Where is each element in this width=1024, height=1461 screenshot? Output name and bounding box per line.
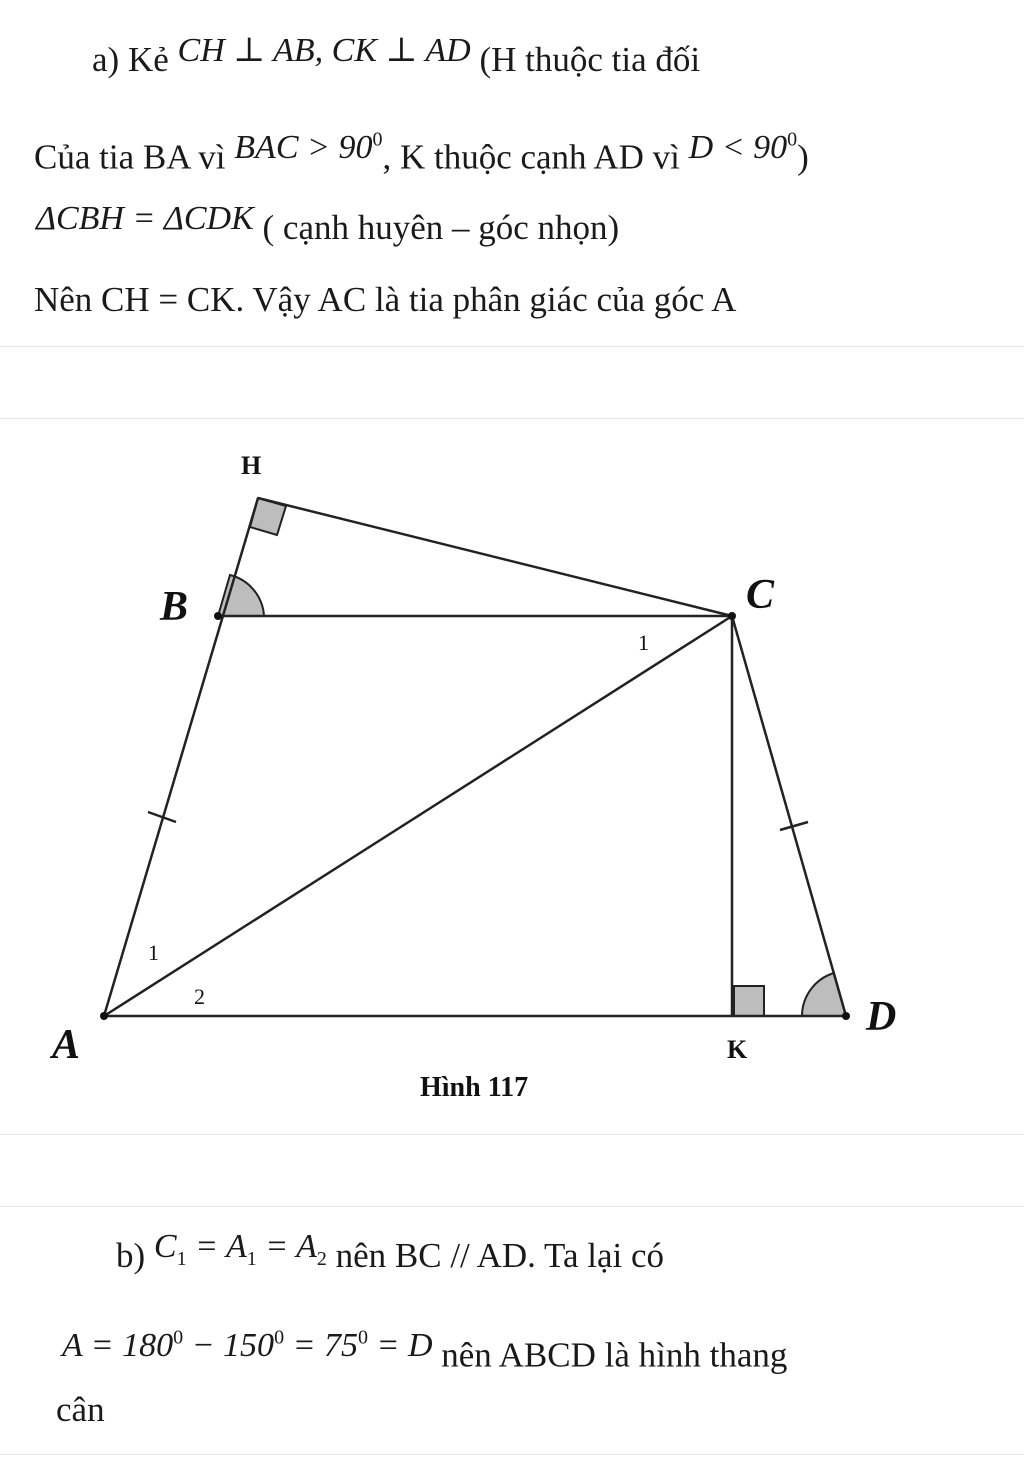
angle-label-c1: 1 [638, 630, 649, 655]
segment-ac [104, 616, 732, 1016]
math-c-sub: 1 [176, 1247, 187, 1270]
math-a2-sub: 2 [316, 1247, 327, 1270]
part-a-line-2 [34, 128, 809, 180]
part-a-line-2-suffix: ) [797, 137, 809, 177]
part-b-line-1 [116, 1228, 664, 1291]
point-d [842, 1012, 850, 1020]
part-a-line-2-math2-base: D < 90 [688, 129, 788, 167]
math-m2: − 150 [183, 1327, 275, 1365]
math-a1: A [225, 1228, 247, 1265]
math-m4: = D [368, 1327, 433, 1365]
divider-top [0, 346, 1024, 347]
segment-cd [732, 616, 846, 1016]
point-a [100, 1012, 108, 1020]
math-m1: A = 180 [62, 1327, 174, 1365]
figure-caption: Hình 117 [420, 1072, 529, 1103]
label-d: D [866, 994, 897, 1040]
part-b-line-1-math [153, 1228, 327, 1270]
angle-label-a1: 1 [148, 940, 159, 965]
label-c: C [746, 572, 775, 618]
part-b-line-3: cân [56, 1390, 105, 1429]
part-a-line-2-middle: , K thuộc cạnh AD vì [382, 137, 680, 177]
math-a1-sub: 1 [246, 1247, 257, 1270]
part-b-line-2 [62, 1326, 787, 1378]
part-a-line-4: Nên CH = CK. Vậy AC là tia phân giác của góc A [34, 280, 737, 319]
part-b-line-2-math [62, 1327, 433, 1364]
part-a-line-2-math [234, 129, 382, 166]
part-a-line-1-prefix: a) Kẻ [92, 40, 169, 79]
right-angle-mark-k [734, 986, 764, 1016]
part-b-line-2-suffix: nên ABCD là hình thang [441, 1335, 788, 1375]
part-a-line-2-math-sup: 0 [372, 129, 383, 151]
segment-hc [258, 498, 732, 616]
divider-part-b-top [0, 1206, 1024, 1207]
math-c: C [153, 1228, 177, 1265]
part-a-line-2-math2 [689, 129, 798, 166]
math-eq2: = [256, 1228, 297, 1265]
geometry-figure [0, 420, 1024, 1120]
part-a-line-2-math-base: BAC > 90 [234, 129, 373, 167]
part-b-line-1-suffix: nên BC // AD. Ta lại có [335, 1236, 664, 1275]
tick-mark-cd [780, 822, 808, 830]
divider-figure-bottom [0, 1134, 1024, 1135]
math-s2: 0 [274, 1327, 285, 1349]
part-a-line-3 [36, 200, 620, 251]
part-a-line-3-math: ΔCBH = ΔCDK [36, 200, 254, 237]
label-h: H [241, 451, 262, 480]
part-b-line-1-prefix: b) [116, 1236, 146, 1275]
segment-ha [104, 498, 258, 1016]
part-a-line-1 [92, 32, 701, 83]
point-c [728, 612, 736, 620]
math-eq1: = [186, 1228, 226, 1265]
divider-figure-top [0, 418, 1024, 419]
part-a-line-3-suffix: ( cạnh huyên – góc nhọn) [262, 208, 620, 247]
part-a-line-2-math2-sup: 0 [787, 129, 798, 151]
angle-label-a2: 2 [194, 984, 205, 1009]
math-s3: 0 [358, 1327, 369, 1349]
divider-bottom [0, 1454, 1024, 1455]
label-b: B [160, 584, 189, 630]
label-k: K [727, 1035, 748, 1064]
part-a-line-1-suffix: (H thuộc tia đối [479, 40, 701, 79]
label-a: A [52, 1022, 81, 1068]
math-m3: = 75 [284, 1327, 359, 1365]
math-a2: A [296, 1228, 317, 1265]
math-s1: 0 [173, 1327, 184, 1349]
point-b [214, 612, 222, 620]
part-a-line-1-math: CH ⊥ AB, CK ⊥ AD [177, 32, 471, 69]
part-a-line-2-prefix: Của tia BA vì [34, 137, 226, 177]
